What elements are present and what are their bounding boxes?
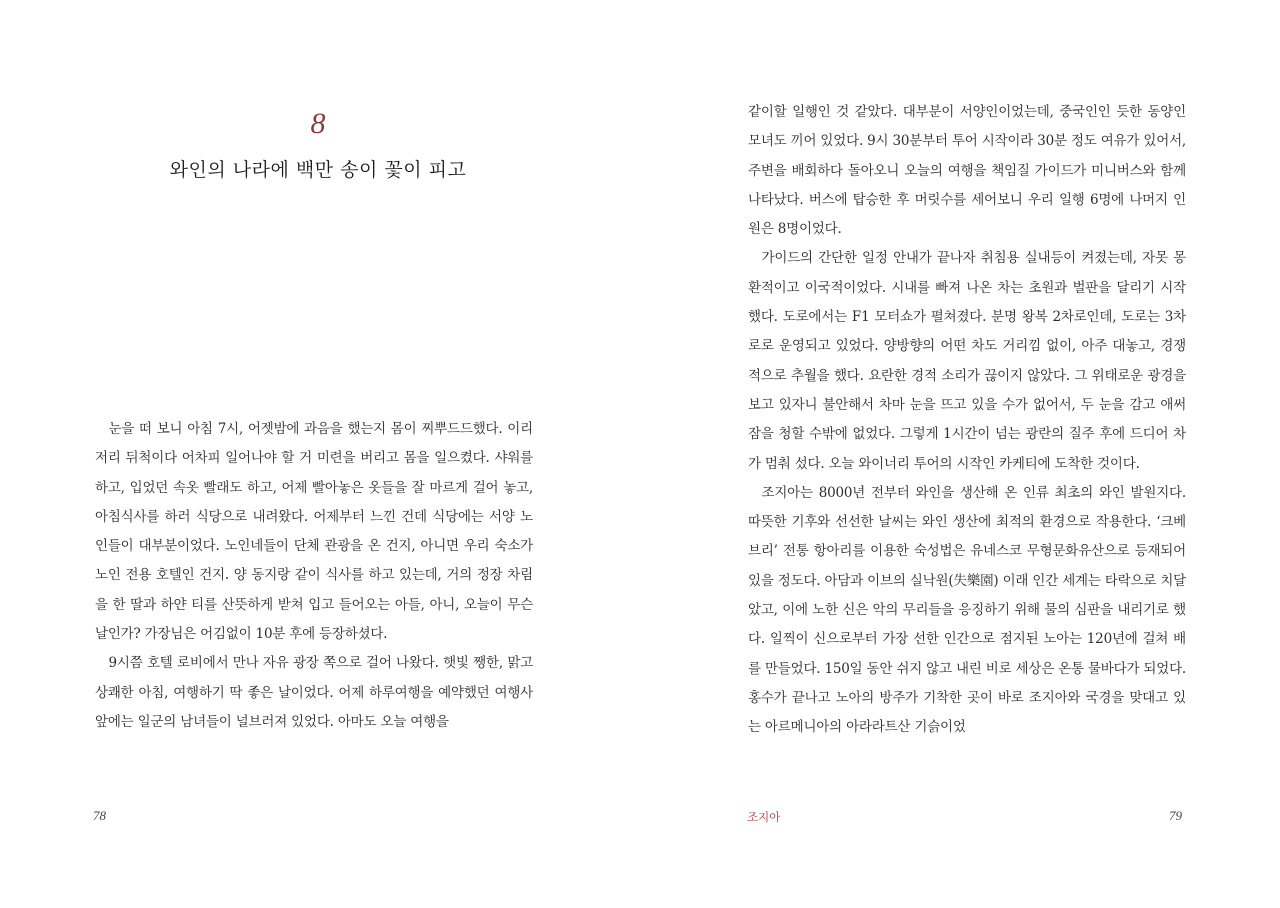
page-number-right: 79 [1169, 808, 1182, 823]
continued-paragraph: 같이할 일행인 것 같았다. 대부분이 서양인이었는데, 중국인인 듯한 동양인 모녀도 끼어 있었다. 9시 30분부터 투어 시작이라 30분 정도 여유가 있어서, 주변을 배회하다 돌아오니 오늘의 여행을 책임질 가이드가 미니버스와 함께 나타났다. 버스에 탑승한 후 머릿수를 세어보니 우리 일행 6명에 나머지 인원은 8명이었다. [748, 104, 1186, 238]
page-number-left: 78 [93, 808, 106, 823]
paragraph: 9시쯤 호텔 로비에서 만나 자유 광장 쪽으로 걸어 나왔다. 햇빛 쨍한, 맑고 상쾌한 아침, 여행하기 딱 좋은 날이었다. 어제 하루여행을 예약했던 여행사 앞에는 일군의 남녀들이 널브러져 있었다. 아마도 오늘 여행을 [95, 655, 533, 730]
left-page-body [95, 415, 533, 775]
chapter-number: 8 [310, 107, 326, 140]
paragraph: 눈을 떠 보니 아침 7시, 어젯밤에 과음을 했는지 몸이 찌뿌드드했다. 이리저리 뒤척이다 어차피 일어나야 할 거 미련을 버리고 몸을 일으켰다. 샤워를 하고, 입었던 속옷 빨래도 하고, 어제 빨아놓은 옷들을 잘 마르게 걸어 놓고, 아침식사를 하러 식당으로 내려왔다. 어제부터 느낀 건데 식당에는 서양 노인들이 대부분이었다. 노인네들이 단체 관광을 온 건지, 아니면 우리 숙소가 노인 전용 호텔인 건지. 양 동지랑 같이 식사를 하고 있는데, 거의 정장 차림을 한 딸과 하얀 티를 산뜻하게 받쳐 입고 들어오는 아들, 아니, 오늘이 무슨 날인가? 가장님은 어김없이 10분 후에 등장하셨다. [95, 421, 533, 643]
right-page-body [748, 98, 1186, 764]
paragraph: 가이드의 간단한 일정 안내가 끝나자 취침용 실내등이 켜졌는데, 자못 몽환적이고 이국적이었다. 시내를 빠져 나온 차는 초원과 벌판을 달리기 시작했다. 도로에서는 F1 모터쇼가 펼쳐졌다. 분명 왕복 2차로인데, 도로는 3차로로 운영되고 있었다. 양방향의 어떤 차도 거리낌 없이, 아주 대놓고, 경쟁적으로 추월을 했다. 요란한 경적 소리가 끊이지 않았다. 그 위태로운 광경을 보고 있자니 불안해서 차마 눈을 뜨고 있을 수가 없어서, 두 눈을 감고 애써 잠을 청할 수밖에 없었다. 그렇게 1시간이 넘는 광란의 질주 후에 드디어 차가 멈춰 섰다. 오늘 와이너리 투어의 시작인 카케티에 도착한 것이다. [748, 250, 1186, 472]
paragraph: 조지아는 8000년 전부터 와인을 생산해 온 인류 최초의 와인 발원지다. 따뜻한 기후와 선선한 날씨는 와인 생산에 최적의 환경으로 작용한다. ‘크베브리’ 전통 항아리를 이용한 숙성법은 유네스코 무형문화유산으로 등재되어 있을 정도다. 아담과 이브의 실낙원(失樂園) 이래 인간 세계는 타락으로 치달았고, 이에 노한 신은 악의 무리들을 응징하기 위해 물의 심판을 내리기로 했다. 일찍이 신으로부터 가장 선한 인간으로 점지된 노아는 120년에 걸쳐 배를 만들었다. 150일 동안 쉬지 않고 내린 비로 세상은 온통 물바다가 되었다. 홍수가 끝나고 노아의 방주가 기착한 곳이 바로 조지아와 국경을 맞대고 있는 아르메니아의 아라라트산 기슭이었 [748, 484, 1186, 736]
right-page [640, 0, 1280, 908]
chapter-title: 와인의 나라에 백만 송이 꽃이 피고 [169, 159, 467, 181]
running-head: 조지아 [747, 810, 781, 824]
